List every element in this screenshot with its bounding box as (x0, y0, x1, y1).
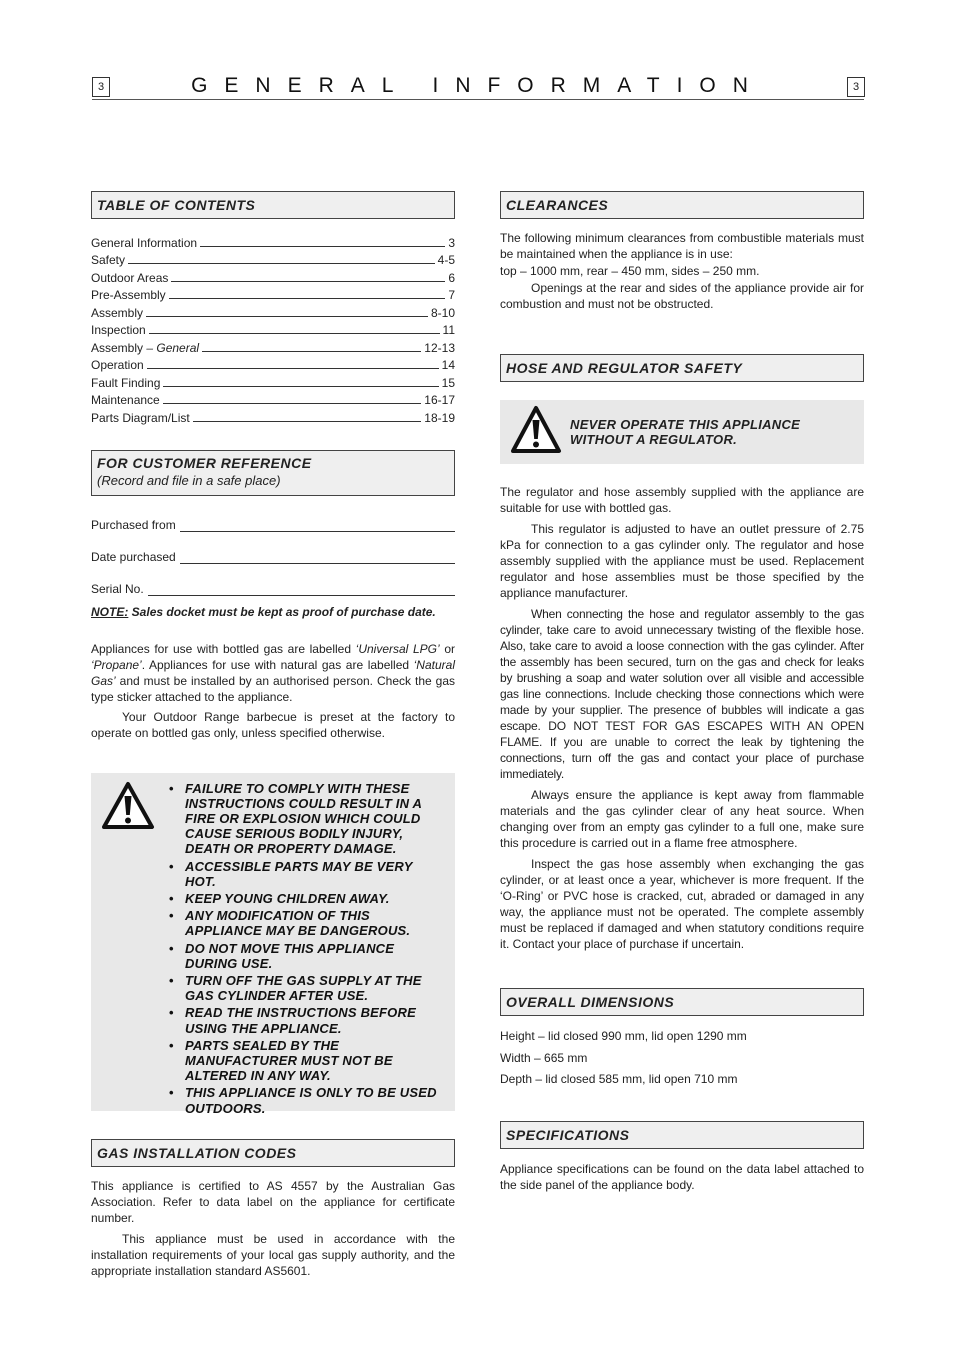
date-purchased-field[interactable] (91, 532, 455, 564)
toc-item-page: 18-19 (424, 410, 455, 425)
hose-paragraph-3: When connecting the hose and regulator assembly to the gas cylinder, take care to avoid unnecessary twisting of the flexible hose. Also, take care to avoid a loose connection with the gas cylinder. After the assembly has been secured, turn on the gas and check for leaks by brushing a soap and water solution over all visible and accessible gas line connections. Include checking those connections which were made by your supplier. The presence of bubbles will indicate a gas escape. DO NOT TEST FOR GAS ESCAPES WITH AN OPEN FLAME. If you are unable to correct the leak by tightening the connections, turn off the gas and contact your place of purchase immediately. (500, 607, 864, 781)
toc-item (91, 302, 455, 320)
warning-item: • READ THE INSTRUCTIONS BEFORE USING THE APPLIANCE. (169, 1005, 447, 1035)
text-span: ‘Natural Gas’ (91, 657, 455, 688)
proof-of-purchase-note (91, 605, 455, 619)
warning-item: • ANY MODIFICATION OF THIS APPLIANCE MAY BE DANGEROUS. (169, 908, 447, 938)
toc-item (91, 285, 455, 303)
warning-list (155, 780, 447, 1116)
toc-item-page: 6 (448, 270, 455, 285)
clearances-paragraph-2: Openings at the rear and sides of the appliance provide air for combustion and must not be obstructed. (500, 281, 864, 311)
toc-item-page: 3 (448, 235, 455, 250)
field-label: Date purchased (91, 549, 176, 564)
specifications-paragraph: Appliance specifications can be found on the data label attached to the side panel of the appliance body. (500, 1161, 864, 1192)
note-label: NOTE: (91, 604, 129, 619)
toc-item-label: General Information (91, 235, 198, 250)
toc-item (91, 407, 455, 425)
toc-heading: TABLE OF CONTENTS (91, 191, 455, 219)
toc-item-label (91, 341, 199, 355)
warning-item: • KEEP YOUNG CHILDREN AWAY. (169, 891, 447, 906)
toc-item-page: 14 (441, 358, 455, 372)
text-span: ‘Propane’ (91, 657, 142, 672)
hose-paragraph-4: Always ensure the appliance is kept away from flammable materials and the gas cylinder clear of any heat source. When changing over from an empty gas cylinder to a full one, make sure this procedure is carried out in a flame free atmosphere. (500, 788, 864, 850)
toc-item (91, 232, 455, 250)
toc-item-page: 4-5 (437, 253, 455, 267)
regulator-warning-line: NEVER OPERATE THIS APPLIANCE (570, 417, 801, 432)
regulator-warning-text (570, 417, 800, 447)
field-label: Serial No. (91, 581, 144, 596)
gas-codes-paragraph-1: This appliance is certified to AS 4557 by the Australian Gas Association. Refer to data label on the appliance for certificate number. (91, 1178, 455, 1225)
toc-item-label: Outdoor Areas (91, 270, 169, 285)
text-span: . Appliances for use with natural gas are labelled (141, 657, 414, 672)
customer-reference-title: FOR CUSTOMER REFERENCE (97, 454, 312, 471)
toc-leader-line (147, 368, 439, 369)
page-number-left: 3 (92, 77, 110, 97)
toc-item-label: Parts Diagram/List (91, 410, 190, 425)
specifications-heading: SPECIFICATIONS (500, 1121, 864, 1149)
toc-leader-line (163, 386, 438, 387)
toc-item-label: Maintenance (91, 393, 160, 407)
toc-leader-line (149, 333, 440, 334)
toc-item (91, 372, 455, 390)
toc-leader-line (200, 246, 445, 247)
clearances-heading: CLEARANCES (500, 191, 864, 219)
toc-item-label: Inspection (91, 323, 146, 337)
warning-item: • DO NOT MOVE THIS APPLIANCE DURING USE. (169, 941, 447, 971)
header-divider (92, 99, 864, 100)
purchased-from-field[interactable] (91, 500, 455, 532)
toc-item-label: Operation (91, 358, 144, 372)
toc-item-page: 7 (448, 288, 455, 302)
left-column (91, 191, 455, 1279)
dimension-height: Height – lid closed 990 mm, lid open 1290 mm (500, 1029, 747, 1043)
gas-label-paragraph (91, 641, 455, 705)
toc-item (91, 250, 455, 268)
text-span: ‘Universal LPG’ (355, 641, 440, 656)
factory-preset-paragraph: Your Outdoor Range barbecue is preset at the factory to operate on bottled gas only, unless specified otherwise. (91, 709, 455, 740)
toc-item-page: 15 (441, 375, 455, 390)
page-title: GENERAL INFORMATION (191, 74, 765, 97)
toc-leader-line (146, 316, 428, 317)
field-line (148, 595, 455, 596)
warning-icon (101, 781, 155, 1103)
toc-item-page: 12-13 (424, 340, 455, 355)
toc-leader-line (193, 421, 422, 422)
toc-item (91, 355, 455, 373)
toc-leader-line (128, 263, 435, 264)
toc-item-label-main: Assembly (91, 340, 144, 355)
dimension-width: Width – 665 mm (500, 1050, 588, 1065)
toc-item-label-suffix: – General (143, 340, 200, 355)
warning-item: • ACCESSIBLE PARTS MAY BE VERY HOT. (169, 859, 447, 889)
clearances-values: top – 1000 mm, rear – 450 mm, sides – 250 mm. (500, 264, 760, 278)
hose-paragraph-1: The regulator and hose assembly supplied with the appliance are suitable for use with bottled gas. (500, 485, 864, 515)
customer-reference-subtitle: (Record and file in a safe place) (97, 472, 281, 488)
hose-paragraph-5: Inspect the gas hose assembly when exchanging the gas cylinder, or at least once a year, whichever is more frequent. If the ‘O-Ring’ or PVC hose is cracked, cut, abraded or damaged in any way, the appliance must not be operated. The complete assembly must be replaced if damaged and when statutory conditions require it. Contact your place of purchase if uncertain. (500, 857, 864, 951)
dimension-depth: Depth – lid closed 585 mm, lid open 710 mm (500, 1072, 738, 1086)
toc-leader-line (202, 351, 421, 352)
toc-item-label: Fault Finding (91, 375, 161, 390)
warning-item: • TURN OFF THE GAS SUPPLY AT THE GAS CYLINDER AFTER USE. (169, 973, 447, 1003)
hose-safety-heading: HOSE AND REGULATOR SAFETY (500, 354, 864, 382)
customer-reference-heading (91, 450, 455, 496)
page-number-right: 3 (847, 77, 865, 97)
safety-warning-box (91, 773, 455, 1116)
hose-paragraph-2: This regulator is adjusted to have an outlet pressure of 2.75 kPa for connection to a gas cylinder only. The regulator and hose assembly supplied with the appliance must be used. Replacement regulator and hose assemblies must be those specified by the appliance manufacturer. (500, 522, 864, 600)
customer-reference-form (91, 500, 455, 596)
toc-item-page: 16-17 (424, 393, 455, 407)
regulator-warning-box (500, 400, 864, 464)
gas-codes-paragraph-2: This appliance must be used in accordance with the installation requirements of your local gas supply authority, and the appropriate installation standard AS5601. (91, 1231, 455, 1278)
dimensions-list (500, 1028, 864, 1093)
note-text: Sales docket must be kept as proof of purchase date. (128, 604, 436, 619)
gas-codes-heading: GAS INSTALLATION CODES (91, 1139, 455, 1167)
field-label: Purchased from (91, 517, 176, 532)
table-of-contents (91, 232, 455, 425)
field-line (180, 563, 455, 564)
toc-leader-line (171, 281, 445, 282)
toc-item-label: Safety (91, 253, 126, 267)
toc-item (91, 337, 455, 355)
toc-leader-line (169, 298, 446, 299)
toc-item (91, 390, 455, 408)
clearances-paragraph-1: The following minimum clearances from combustible materials must be maintained when the appliance is in use: (500, 231, 864, 261)
regulator-warning-line: WITHOUT A REGULATOR. (570, 432, 738, 447)
toc-item-page: 8-10 (430, 305, 455, 320)
text-span: Appliances for use with bottled gas are labelled (91, 641, 356, 656)
text-span: and must be installed by an authorised person. Check the gas type sticker attached to the appliance. (91, 673, 455, 704)
toc-item-page: 11 (442, 323, 455, 337)
warning-item: • THIS APPLIANCE IS ONLY TO BE USED OUTDOORS. (169, 1085, 447, 1115)
toc-item-label: Pre-Assembly (91, 288, 166, 302)
warning-icon (510, 405, 562, 460)
toc-leader-line (163, 403, 422, 404)
dimensions-heading: OVERALL DIMENSIONS (500, 988, 864, 1016)
toc-item (91, 320, 455, 338)
text-span: or (439, 641, 455, 656)
field-line (180, 531, 455, 532)
toc-item (91, 267, 455, 285)
toc-item-label: Assembly (91, 305, 144, 320)
right-column (500, 191, 864, 1193)
warning-item: • FAILURE TO COMPLY WITH THESE INSTRUCTIONS COULD RESULT IN A FIRE OR EXPLOSION WHICH COULD CAUSE SERIOUS BODILY INJURY, DEATH OR PROPERTY DAMAGE. (169, 781, 447, 857)
serial-no-field[interactable] (91, 564, 455, 596)
warning-item: • PARTS SEALED BY THE MANUFACTURER MUST NOT BE ALTERED IN ANY WAY. (169, 1038, 447, 1084)
